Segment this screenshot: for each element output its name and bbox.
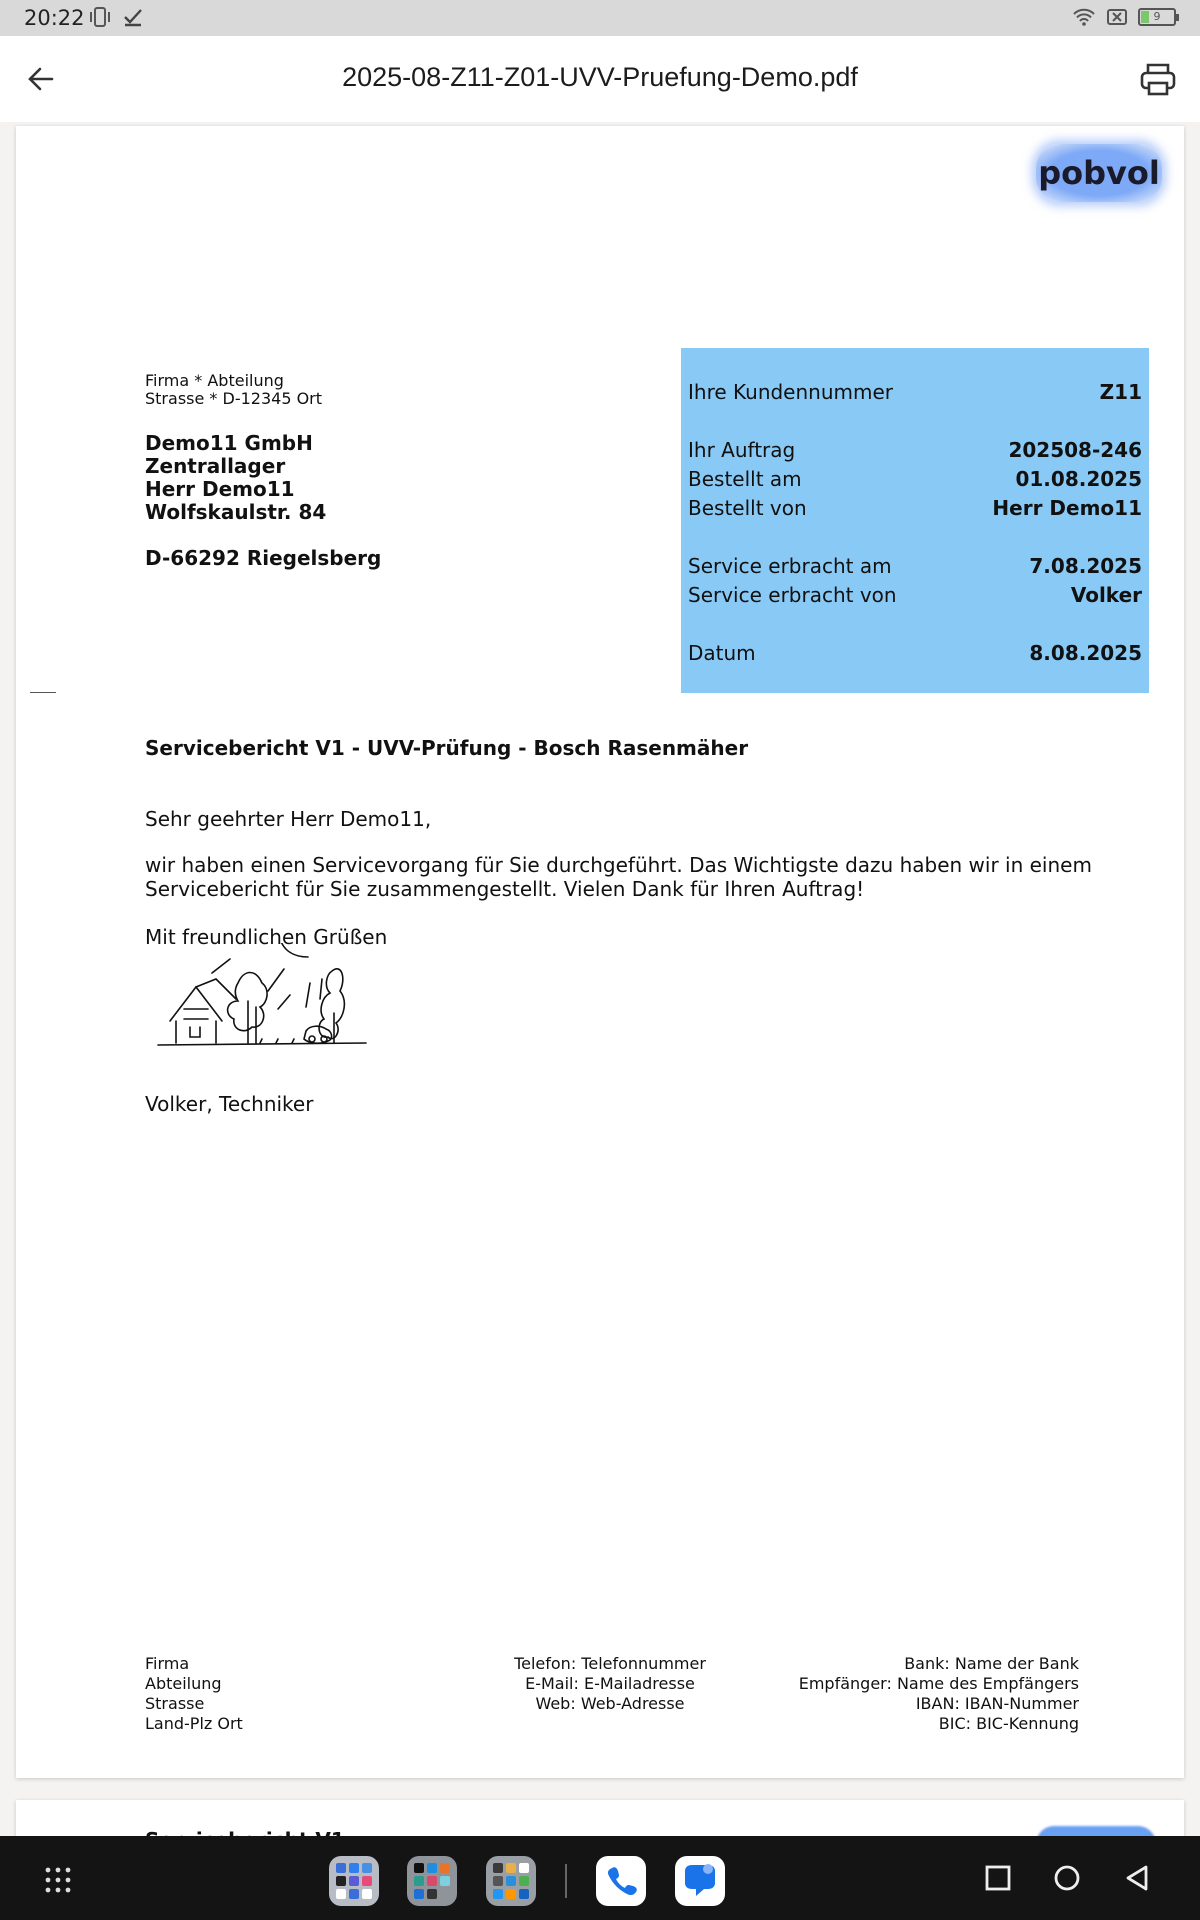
dock-separator <box>565 1864 567 1898</box>
battery-icon <box>1138 8 1176 26</box>
recipient-department: Zentrallager <box>145 454 286 478</box>
status-bar <box>0 0 1200 36</box>
footer-line: Strasse <box>145 1694 205 1713</box>
sender-line-1: Firma * Abteilung <box>145 371 284 390</box>
letter-subject: Servicebericht V1 - UVV-Prüfung - Bosch Rasenmäher <box>145 736 749 760</box>
document-title: 2025-08-Z11-Z01-UVV-Pruefung-Demo.pdf <box>342 62 858 92</box>
recipient-company: Demo11 GmbH <box>145 431 313 455</box>
sender-line-2: Strasse * D-12345 Ort <box>145 389 323 408</box>
sender-line <box>145 372 322 408</box>
phone-icon[interactable] <box>596 1856 646 1906</box>
info-row <box>688 554 1142 578</box>
info-value: Volker <box>1070 583 1142 607</box>
info-label: Ihr Auftrag <box>688 438 796 462</box>
info-value: 8.08.2025 <box>1029 641 1142 665</box>
fold-mark <box>30 692 56 693</box>
footer-line: BIC: BIC-Kennung <box>938 1714 1079 1733</box>
app-folder-icon[interactable] <box>407 1856 457 1906</box>
app-drawer-icon[interactable] <box>44 1866 72 1894</box>
footer-line: Web: Web-Adresse <box>535 1694 685 1713</box>
recipient-address <box>145 432 381 570</box>
recipient-person: Herr Demo11 <box>145 477 295 501</box>
info-value: 01.08.2025 <box>1015 467 1142 491</box>
status-time: 20:22 <box>24 6 85 30</box>
footer-line: Empfänger: Name des Empfängers <box>798 1674 1079 1693</box>
footer-line: Firma <box>145 1654 190 1673</box>
home-icon[interactable] <box>1051 1862 1083 1894</box>
info-row <box>688 438 1142 462</box>
app-bar <box>0 36 1200 122</box>
navigation-bar <box>0 1836 1200 1920</box>
info-row <box>688 467 1142 491</box>
app-folder-icon[interactable] <box>329 1856 379 1906</box>
letter-greeting: Sehr geehrter Herr Demo11, <box>145 807 432 831</box>
footer-line: IBAN: IBAN-Nummer <box>915 1694 1079 1713</box>
info-value: Herr Demo11 <box>992 496 1142 520</box>
info-label: Bestellt von <box>688 496 807 520</box>
info-label: Service erbracht von <box>688 583 897 607</box>
footer-line: E-Mail: E-Mailadresse <box>525 1674 695 1693</box>
printer-icon[interactable] <box>1138 60 1178 98</box>
app-folder-icon[interactable] <box>486 1856 536 1906</box>
back-nav-icon[interactable] <box>1121 1862 1153 1894</box>
footer-contact <box>490 1654 730 1714</box>
info-value: 7.08.2025 <box>1029 554 1142 578</box>
company-logo <box>1036 144 1162 202</box>
info-row <box>688 641 1142 665</box>
wifi-icon <box>1072 7 1096 27</box>
info-value: Z11 <box>1099 380 1142 404</box>
recipient-city: D-66292 Riegelsberg <box>145 546 382 570</box>
info-value: 202508-246 <box>1008 438 1142 462</box>
info-label: Bestellt am <box>688 467 802 491</box>
letter-signer: Volker, Techniker <box>145 1092 314 1116</box>
pdf-page <box>16 126 1184 1778</box>
info-row <box>688 583 1142 607</box>
no-sim-icon <box>1106 7 1128 27</box>
info-box <box>681 348 1149 693</box>
vibrate-icon <box>88 6 112 28</box>
messages-icon[interactable] <box>675 1856 725 1906</box>
footer-line: Telefon: Telefonnummer <box>514 1654 706 1673</box>
letter-body-line-2: Servicebericht für Sie zusammengestellt. Vielen Dank für Ihren Auftrag! <box>145 877 865 901</box>
battery-level: 9 <box>1153 10 1161 23</box>
footer-company <box>145 1654 243 1734</box>
footer-bank <box>799 1654 1079 1734</box>
info-label: Ihre Kundennummer <box>688 380 894 404</box>
signature-sketch-icon <box>156 943 396 1053</box>
recipient-street: Wolfskaulstr. 84 <box>145 500 327 524</box>
footer-line: Bank: Name der Bank <box>904 1654 1079 1673</box>
info-row <box>688 496 1142 520</box>
info-label: Service erbracht am <box>688 554 892 578</box>
letter-body-line-1: wir haben einen Servicevorgang für Sie durchgeführt. Das Wichtigste dazu haben wir in einem <box>145 853 1092 877</box>
recents-icon[interactable] <box>982 1862 1014 1894</box>
letter-body <box>145 853 1105 901</box>
footer-line: Abteilung <box>145 1674 222 1693</box>
checkmark-icon <box>122 6 144 28</box>
letter-closing: Mit freundlichen Grüßen <box>145 925 388 949</box>
info-row <box>688 380 1142 404</box>
footer-line: Land-Plz Ort <box>145 1714 243 1733</box>
info-label: Datum <box>688 641 756 665</box>
logo-text: pobvol <box>1038 154 1160 192</box>
